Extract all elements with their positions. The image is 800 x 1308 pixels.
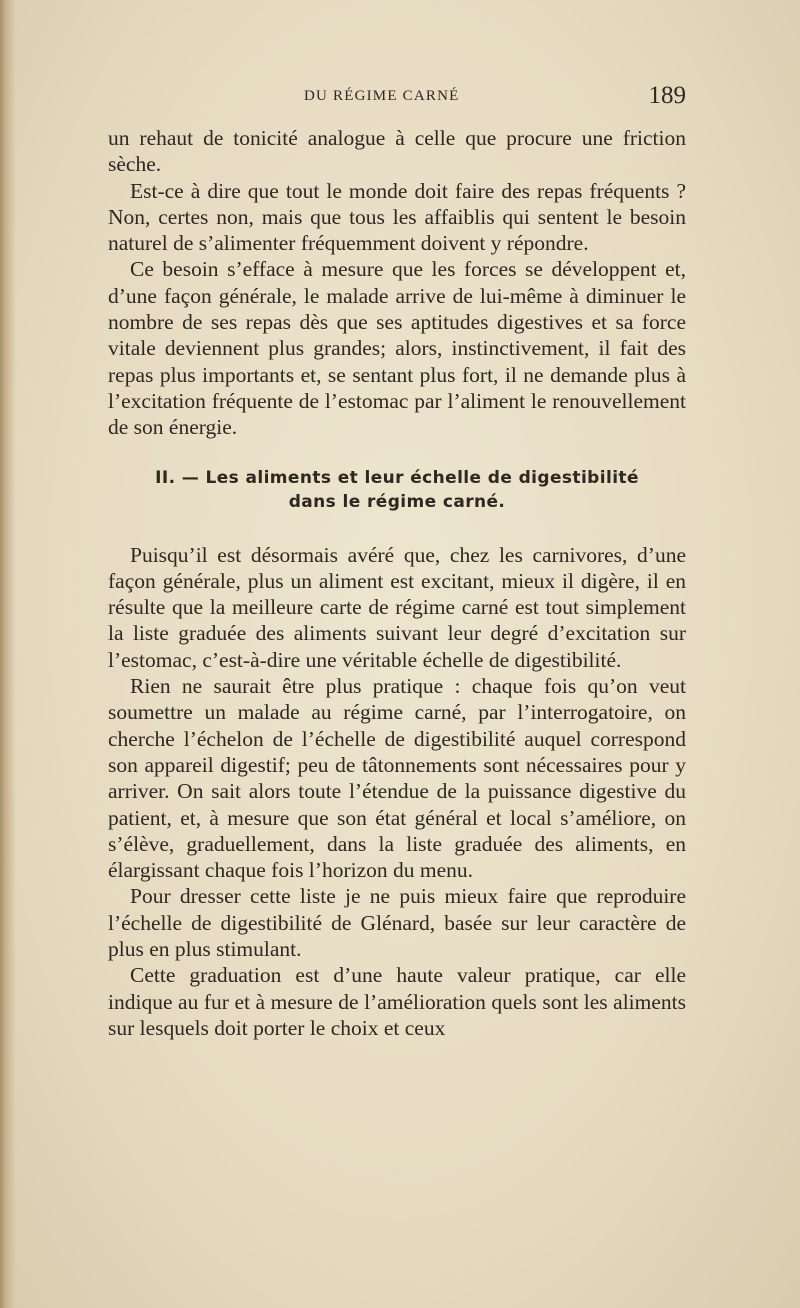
paragraph: Cette graduation est d’une haute valeur pratique, car elle indique au fur et à mesure de l’amélioration quels sont les aliments sur lesquels doit porter le choix et ceux	[108, 963, 686, 1040]
section-heading	[108, 466, 686, 514]
paragraph: Ce besoin s’efface à mesure que les forces se développent et, d’une façon générale, le malade arrive de lui-même à diminuer le nombre de ses repas dès que ses aptitudes digestives et sa force vitale deviennent plus grandes; alors, instinctivement, il fait des repas plus importants et, se sentant plus fort, il ne demande plus à l’excitation fréquente de l’estomac par l’aliment le renouvellement de son énergie.	[108, 257, 686, 440]
running-title: DU RÉGIME CARNÉ	[304, 88, 460, 104]
paragraph: un rehaut de tonicité analogue à celle que procure une friction sèche.	[108, 126, 686, 177]
paragraph: Rien ne saurait être plus pratique : chaque fois qu’on veut soumettre un malade au régime carné, par l’interrogatoire, on cherche l’échelon de l’échelle de digestibilité auquel correspond son appareil digestif; peu de tâtonnements sont nécessaires pour y arriver. On sait alors toute l’étendue de la puissance digestive du patient, et, à mesure que son état général et local s’améliore, on s’élève, graduellement, dans la liste graduée des aliments, en élargissant chaque fois l’horizon du menu.	[108, 674, 686, 883]
text-block	[108, 125, 686, 1041]
section-heading-line: dans le régime carné.	[288, 491, 506, 512]
section-heading-line: II. — Les aliments et leur échelle de digestibilité	[155, 467, 639, 488]
paragraph: Pour dresser cette liste je ne puis mieux faire que reproduire l’échelle de digestibilité de Glénard, basée sur leur caractère de plus en plus stimulant.	[108, 884, 686, 962]
paragraph: Puisqu’il est désormais avéré que, chez les carnivores, d’une façon générale, plus un aliment est excitant, mieux il digère, il en résulte que la meilleure carte de régime carné est tout simplement la liste graduée des aliments suivant leur degré d’excitation sur l’estomac, c’est-à-dire une véritable échelle de digestibilité.	[108, 542, 686, 672]
running-head	[108, 82, 686, 112]
paragraph: Est-ce à dire que tout le monde doit faire des repas fréquents ? Non, certes non, mais que tous les affaiblis qui sentent le besoin naturel de s’alimenter fréquemment doivent y répondre.	[108, 178, 686, 256]
page-binding-edge	[0, 0, 16, 1308]
page-number: 189	[648, 82, 686, 109]
